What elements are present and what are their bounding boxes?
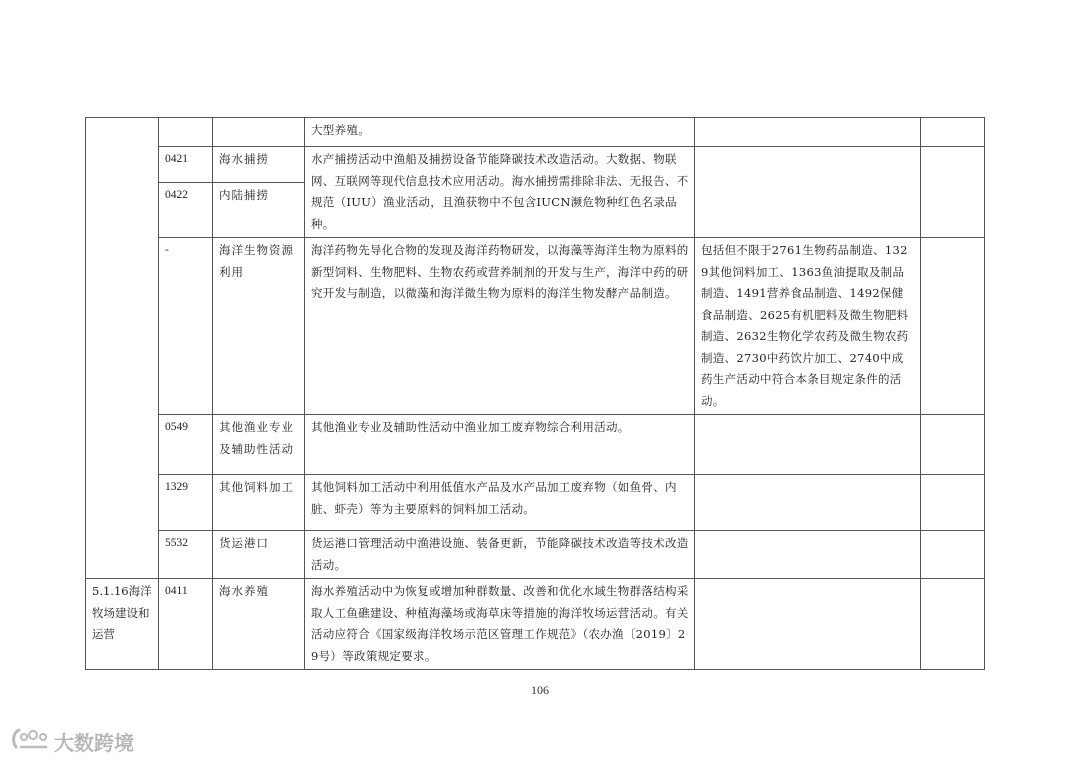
extra-cell xyxy=(921,415,985,475)
extra-cell xyxy=(921,238,985,415)
description-cell: 海水养殖活动中为恢复或增加种群数量、改善和优化水域生物群落结构采取人工鱼礁建设、种植海藻场或海草床等措施的海洋牧场运营活动。有关活动应符合《国家级海洋牧场示范区管理工作规范》（农办渔〔2019〕29号）等政策规定要求。 xyxy=(305,579,695,670)
table-row xyxy=(86,579,985,670)
extra-cell xyxy=(921,147,985,238)
note-cell: 包括但不限于2761生物药品制造、1329其他饲料加工、1363鱼油提取及制品制造、1491营养食品制造、1492保健食品制造、2625有机肥料及微生物肥料制造、2632生物化学农药及微生物农药制造、2730中药饮片加工、2740中成药生产活动中符合本条目规定条件的活动。 xyxy=(695,238,921,415)
name-cell: 货运港口 xyxy=(213,531,305,579)
extra-cell xyxy=(921,579,985,670)
description-cell: 海洋药物先导化合物的发现及海洋药物研发，以海藻等海洋生物为原料的新型饲料、生物肥料、生物农药或营养制剂的开发与生产，海洋中药的研究开发与制造，以微藻和海洋微生物为原料的海洋生物发酵产品制造。 xyxy=(305,238,695,415)
code-cell: 0411 xyxy=(159,579,213,670)
code-cell: 0422 xyxy=(159,183,213,238)
description-cell: 大型养殖。 xyxy=(305,118,695,147)
page-number: 106 xyxy=(531,683,549,697)
classification-table xyxy=(85,117,985,670)
table-row xyxy=(86,415,985,475)
code-cell: 1329 xyxy=(159,475,213,531)
name-cell: 其他饲料加工 xyxy=(213,475,305,531)
table-row xyxy=(86,475,985,531)
code-cell: 5532 xyxy=(159,531,213,579)
description-cell: 其他饲料加工活动中利用低值水产品及水产品加工废弃物（如鱼骨、内脏、虾壳）等为主要原料的饲料加工活动。 xyxy=(305,475,695,531)
table-row xyxy=(86,118,985,147)
watermark-text: 大数跨境 xyxy=(54,731,134,755)
note-cell xyxy=(695,579,921,670)
code-cell xyxy=(159,118,213,147)
watermark xyxy=(10,725,134,758)
note-cell xyxy=(695,475,921,531)
description-cell: 水产捕捞活动中渔船及捕捞设备节能降碳技术改造活动。大数据、物联网、互联网等现代信息技术应用活动。海水捕捞需排除非法、无报告、不规范（IUU）渔业活动，且渔获物中不包含IUCN濒危物种红色名录品种。 xyxy=(305,147,695,238)
table-row xyxy=(86,238,985,415)
note-cell xyxy=(695,147,921,238)
description-cell: 货运港口管理活动中渔港设施、装备更新，节能降碳技术改造等技术改造活动。 xyxy=(305,531,695,579)
section-cell: 5.1.16海洋牧场建设和运营 xyxy=(86,579,159,670)
code-cell: - xyxy=(159,238,213,415)
code-cell: 0421 xyxy=(159,147,213,183)
table-row xyxy=(86,531,985,579)
name-cell: 内陆捕捞 xyxy=(213,183,305,238)
note-cell xyxy=(695,531,921,579)
description-cell: 其他渔业专业及辅助性活动中渔业加工废弃物综合利用活动。 xyxy=(305,415,695,475)
table-row xyxy=(86,147,985,183)
extra-cell xyxy=(921,475,985,531)
extra-cell xyxy=(921,118,985,147)
name-cell: 其他渔业专业及辅助性活动 xyxy=(213,415,305,475)
note-cell xyxy=(695,118,921,147)
sparkle-logo-icon xyxy=(10,725,50,758)
extra-cell xyxy=(921,531,985,579)
name-cell: 海水养殖 xyxy=(213,579,305,670)
name-cell: 海水捕捞 xyxy=(213,147,305,183)
section-cell xyxy=(86,118,159,579)
name-cell xyxy=(213,118,305,147)
note-cell xyxy=(695,415,921,475)
name-cell: 海洋生物资源利用 xyxy=(213,238,305,415)
code-cell: 0549 xyxy=(159,415,213,475)
